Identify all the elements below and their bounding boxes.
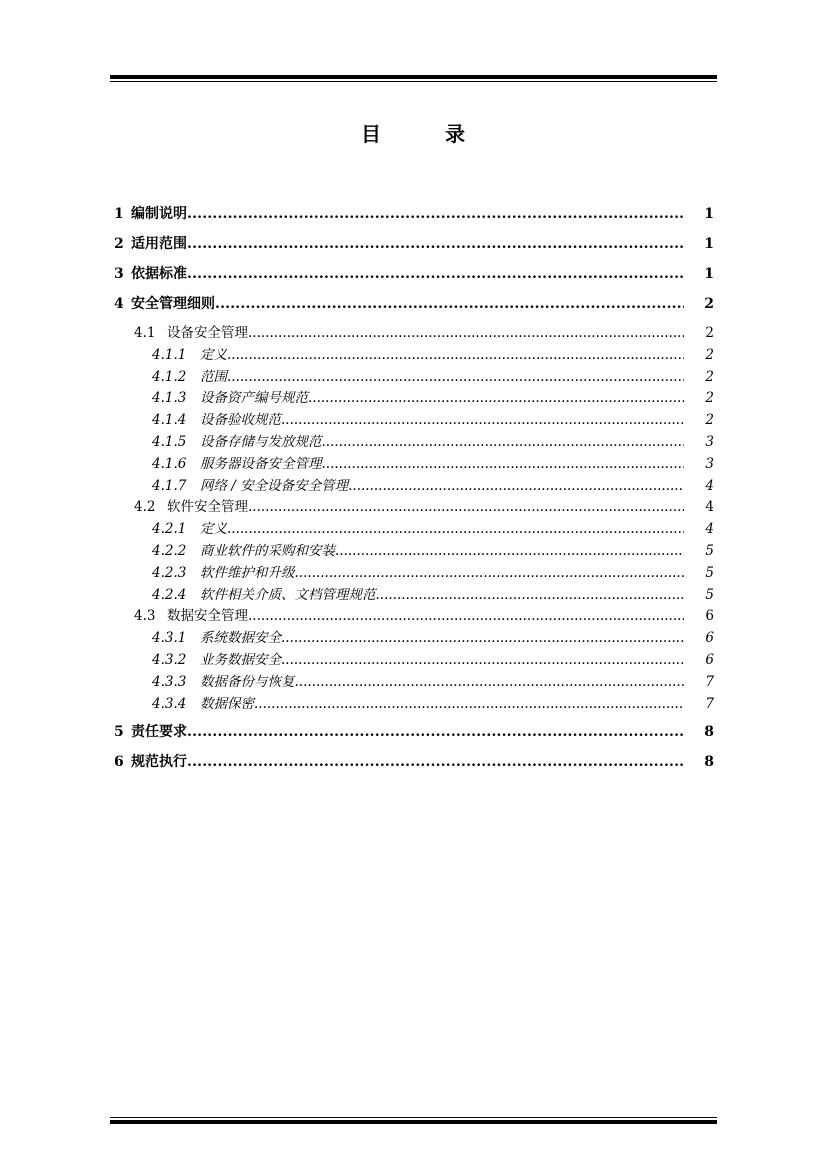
toc-entry-number: 4.1.2 <box>152 368 187 385</box>
dot-leader <box>335 541 684 563</box>
toc-entry-label: 业务数据安全 <box>200 651 281 668</box>
toc-entry-page: 2 <box>704 296 714 312</box>
toc-entry-number: 4.3.3 <box>152 673 187 690</box>
dot-leader <box>187 719 684 745</box>
toc-entry-4-1-5[interactable] <box>114 432 716 454</box>
header-rule <box>110 75 717 82</box>
toc-entry-number: 5 <box>114 724 124 741</box>
toc-entry-4-1-3[interactable] <box>114 388 716 410</box>
dot-leader <box>281 650 684 672</box>
toc-entry-page: 2 <box>705 412 714 429</box>
toc-entry-number: 4.2.2 <box>152 542 187 559</box>
toc-entry-number: 4.1.6 <box>152 455 187 472</box>
dot-leader <box>227 345 684 367</box>
toc-entry-4-3-1[interactable] <box>114 628 716 650</box>
toc-entry-page: 5 <box>705 564 714 581</box>
toc-entry-page: 7 <box>705 673 714 690</box>
toc-entry-4-1-7[interactable] <box>114 476 716 498</box>
toc-entry-label: 数据备份与恢复 <box>200 673 295 690</box>
toc-entry-label: 定义 <box>200 521 227 538</box>
dot-leader <box>281 628 684 650</box>
toc-entry-number: 4.3.4 <box>152 695 187 712</box>
toc-entry-number: 4.2.3 <box>152 564 187 581</box>
toc-entry-page: 2 <box>705 368 714 385</box>
toc-entry-label: 规范执行 <box>131 754 187 771</box>
toc-entry-page: 1 <box>704 266 714 282</box>
toc-entry-4-2-2[interactable] <box>114 541 716 563</box>
toc-entry-2[interactable] <box>114 231 716 261</box>
dot-leader <box>187 749 684 775</box>
toc-entry-page: 4 <box>705 477 714 494</box>
toc-entry-page: 4 <box>705 499 714 516</box>
toc-entry-page: 3 <box>705 455 714 472</box>
toc-entry-5[interactable] <box>114 719 716 749</box>
toc-entry-label: 软件维护和升级 <box>200 564 295 581</box>
toc-entry-label: 安全管理细则 <box>131 296 215 312</box>
toc-entry-4-1-6[interactable] <box>114 454 716 476</box>
dot-leader <box>227 367 684 389</box>
toc-entry-label: 设备存储与发放规范 <box>200 433 322 450</box>
dot-leader <box>295 563 685 585</box>
toc-entry-label: 范围 <box>200 368 227 385</box>
dot-leader <box>187 261 684 287</box>
toc-entry-4-1-2[interactable] <box>114 367 716 389</box>
toc-entry-number: 4.2.4 <box>152 586 187 603</box>
toc-entry-page: 2 <box>705 390 714 407</box>
toc-entry-page: 8 <box>704 724 714 741</box>
dot-leader <box>322 432 685 454</box>
toc-entry-4-3-4[interactable] <box>114 694 716 716</box>
dot-leader <box>248 497 684 519</box>
toc-entry-label: 软件安全管理 <box>167 499 248 516</box>
toc-entry-page: 2 <box>705 325 714 341</box>
toc-entry-label: 网络 / 安全设备安全管理 <box>200 477 349 494</box>
toc-entry-label: 定义 <box>200 346 227 363</box>
dot-leader <box>254 694 684 716</box>
toc-entry-number: 4.1.7 <box>152 477 187 494</box>
toc-entry-number: 4.3 <box>134 608 156 625</box>
toc-entry-4-2-4[interactable] <box>114 585 716 607</box>
toc-entry-4[interactable] <box>114 291 716 321</box>
toc-entry-page: 3 <box>705 433 714 450</box>
toc-entry-number: 2 <box>114 236 124 252</box>
toc-entry-label: 软件相关介质、文档管理规范 <box>200 586 376 603</box>
toc-entry-label: 系统数据安全 <box>200 630 281 647</box>
footer-rule <box>110 1117 717 1124</box>
toc-entry-page: 1 <box>704 236 714 252</box>
toc-entry-number: 4.1.4 <box>152 412 187 429</box>
toc-entry-number: 4.3.2 <box>152 651 187 668</box>
toc-entry-1[interactable] <box>114 201 716 231</box>
dot-leader <box>348 476 684 498</box>
toc-entry-label: 依据标准 <box>131 266 187 282</box>
toc-entry-4-3-3[interactable] <box>114 672 716 694</box>
toc-entry-label: 商业软件的采购和安装 <box>200 542 335 559</box>
toc-entry-4-1-4[interactable] <box>114 410 716 432</box>
toc-entry-number: 6 <box>114 754 124 771</box>
toc-entry-number: 4.3.1 <box>152 630 187 647</box>
toc-entry-number: 1 <box>114 206 124 222</box>
dot-leader <box>295 672 685 694</box>
toc-entry-label: 数据保密 <box>200 695 254 712</box>
toc-entry-4-1[interactable] <box>114 323 716 345</box>
toc-entry-page: 4 <box>705 521 714 538</box>
toc-entry-page: 7 <box>705 695 714 712</box>
toc-entry-4-3[interactable] <box>114 606 716 628</box>
dot-leader <box>248 606 684 628</box>
toc-entry-label: 服务器设备安全管理 <box>200 455 322 472</box>
toc-entry-3[interactable] <box>114 261 716 291</box>
dot-leader <box>227 519 684 541</box>
toc-entry-page: 6 <box>705 630 714 647</box>
toc-entry-number: 4 <box>114 296 124 312</box>
toc-entry-number: 4.1.5 <box>152 433 187 450</box>
toc-entry-page: 5 <box>705 542 714 559</box>
dot-leader <box>376 585 685 607</box>
toc-entry-page: 5 <box>705 586 714 603</box>
dot-leader <box>248 323 684 345</box>
dot-leader <box>281 410 684 432</box>
toc-entry-number: 4.1 <box>134 325 156 341</box>
toc-entry-label: 数据安全管理 <box>167 608 248 625</box>
page-title: 目 录 <box>361 122 487 146</box>
toc-entry-page: 6 <box>705 608 714 625</box>
toc-entry-label: 设备验收规范 <box>200 412 281 429</box>
dot-leader <box>322 454 685 476</box>
toc-entry-page: 8 <box>704 754 714 771</box>
dot-leader <box>187 201 684 227</box>
toc-entry-label: 编制说明 <box>131 206 187 222</box>
toc-entry-number: 3 <box>114 266 124 282</box>
toc-entry-number: 4.2.1 <box>152 521 187 538</box>
dot-leader <box>308 388 684 410</box>
dot-leader <box>187 231 684 257</box>
dot-leader <box>215 291 684 317</box>
toc-entry-label: 责任要求 <box>131 724 187 741</box>
toc-entry-label: 设备安全管理 <box>167 325 248 341</box>
toc-entry-number: 4.1.1 <box>152 346 187 363</box>
toc-entry-page: 2 <box>705 346 714 363</box>
toc-entry-page: 1 <box>704 206 714 222</box>
toc-entry-number: 4.2 <box>134 499 156 516</box>
toc-entry-4-3-2[interactable] <box>114 650 716 672</box>
toc-entry-number: 4.1.3 <box>152 390 187 407</box>
toc-entry-4-2-3[interactable] <box>114 563 716 585</box>
toc-entry-label: 适用范围 <box>131 236 187 252</box>
toc-entry-4-1-1[interactable] <box>114 345 716 367</box>
toc-entry-4-2-1[interactable] <box>114 519 716 541</box>
toc-entry-label: 设备资产编号规范 <box>200 390 308 407</box>
table-of-contents <box>114 201 716 779</box>
toc-entry-4-2[interactable] <box>114 497 716 519</box>
toc-entry-page: 6 <box>705 651 714 668</box>
toc-entry-6[interactable] <box>114 749 716 779</box>
